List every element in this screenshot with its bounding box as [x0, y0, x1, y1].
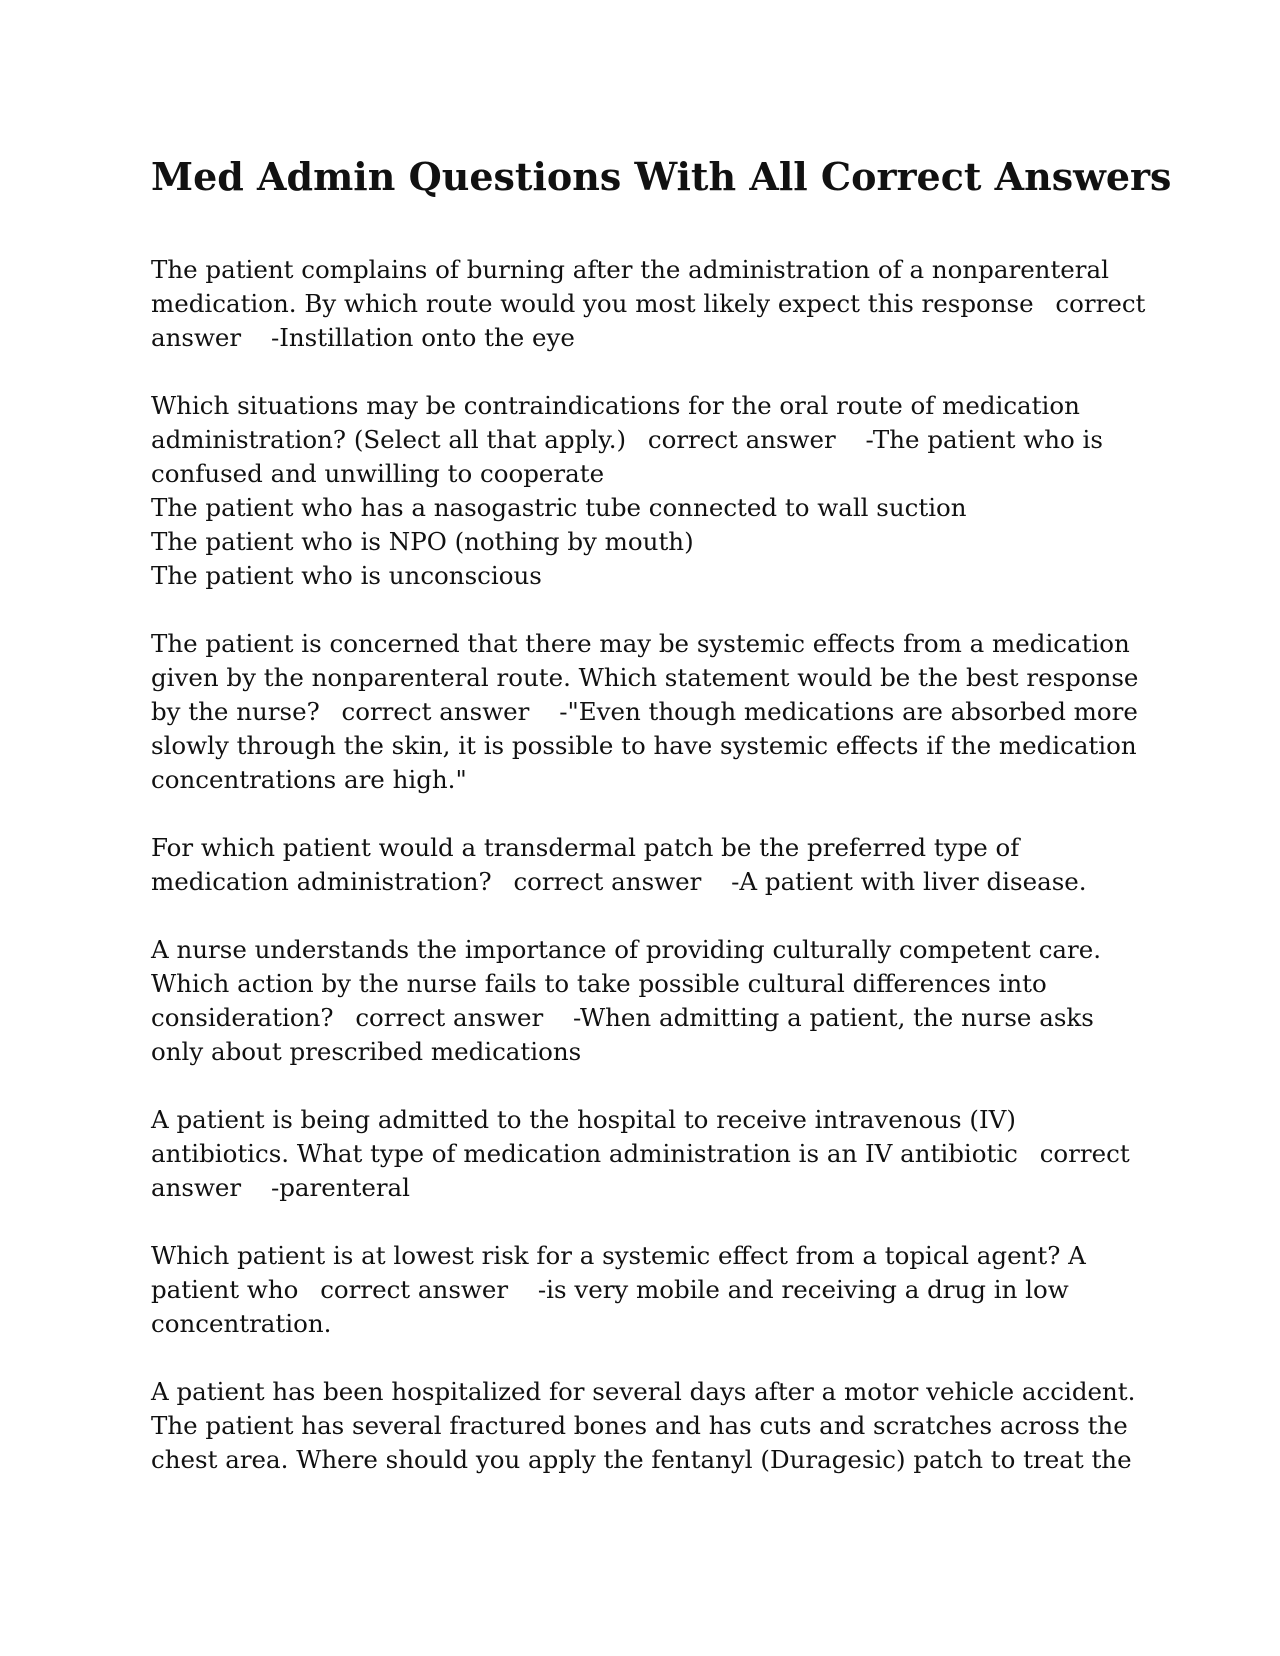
document-content: [151, 147, 1172, 1511]
answer-text: -parenteral: [270, 1173, 410, 1202]
qa-item: [151, 1239, 1151, 1341]
qa-item: [151, 933, 1151, 1069]
answer-label: correct answer: [151, 1139, 1130, 1202]
qa-item: [151, 1103, 1151, 1205]
question-text: A patient has been hospitalized for several days after a motor vehicle accident. The patient has several fractured bones and has cuts and scratches across the chest area. Where should you apply the fentanyl (Duragesic) patch to treat the: [151, 1377, 1136, 1474]
answer-text: -"Even though medications are absorbed more slowly through the skin, it is possible to have systemic effects if the medication concentrations are high.": [151, 697, 1138, 794]
question-text: Which situations may be contraindications for the oral route of medication administration? (Select all that apply.): [151, 391, 1080, 454]
question-text: A patient is being admitted to the hospital to receive intravenous (IV) antibiotics. What type of medication administration is an IV antibiotic: [151, 1105, 1018, 1168]
answer-text: -A patient with liver disease.: [731, 867, 1087, 896]
question-text: Which patient is at lowest risk for a systemic effect from a topical agent? A patient who: [151, 1241, 1086, 1304]
qa-item: [151, 389, 1151, 593]
qa-item-partial: [151, 1375, 1151, 1477]
answer-label: correct answer: [320, 1275, 509, 1304]
qa-item: [151, 627, 1151, 797]
answer-label: correct answer: [513, 867, 702, 896]
answer-label: correct answer: [647, 425, 836, 454]
answer-option: The patient who is unconscious: [151, 561, 542, 590]
answer-label: correct answer: [341, 697, 530, 726]
answer-text: -The patient who is confused and unwilling to cooperate: [151, 425, 1103, 488]
question-text: For which patient would a transdermal patch be the preferred type of medication administration?: [151, 833, 1020, 896]
answer-text: -When admitting a patient, the nurse asks only about prescribed medications: [151, 1003, 1094, 1066]
question-text: The patient is concerned that there may be systemic effects from a medication given by the nonparenteral route. Which statement would be the best response by the nurse?: [151, 629, 1139, 726]
answer-option: The patient who has a nasogastric tube connected to wall suction: [151, 493, 967, 522]
answer-option: The patient who is NPO (nothing by mouth): [151, 527, 694, 556]
qa-item: [151, 253, 1151, 355]
answer-text: -is very mobile and receiving a drug in low concentration.: [151, 1275, 1069, 1338]
question-text: The patient complains of burning after the administration of a nonparenteral medication. By which route would you most likely expect this response: [151, 255, 1109, 318]
document-title: Med Admin Questions With All Correct Answers: [151, 154, 1172, 199]
answer-label: correct answer: [151, 289, 1146, 352]
qa-item: [151, 831, 1151, 899]
answer-text: -Instillation onto the eye: [270, 323, 575, 352]
question-text: A nurse understands the importance of providing culturally competent care. Which action by the nurse fails to take possible cultural differences into consideration?: [151, 935, 1102, 1032]
answer-label: correct answer: [355, 1003, 544, 1032]
